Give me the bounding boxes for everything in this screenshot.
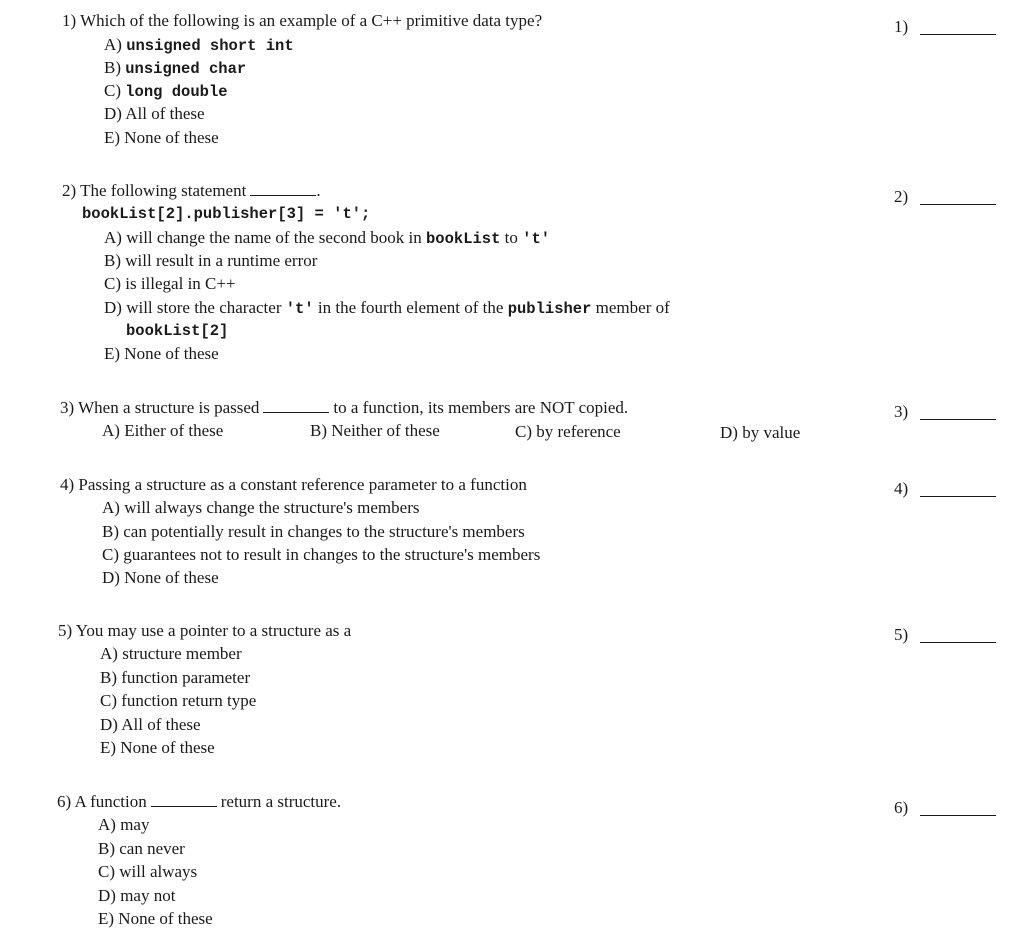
answer-label: 1) [894, 17, 909, 36]
option-b[interactable]: B) can never [98, 839, 185, 858]
answer-blank[interactable] [920, 815, 996, 816]
answer-label: 6) [894, 798, 909, 817]
answer-label: 4) [894, 479, 909, 498]
option-e[interactable]: E) None of these [104, 344, 219, 363]
question-text: Passing a structure as a constant reference parameter to a function [78, 475, 527, 494]
code-statement: bookList[2].publisher[3] = 't'; [82, 205, 371, 223]
option-d[interactable]: D) All of these [100, 715, 201, 734]
option-c[interactable]: C) by reference [515, 422, 621, 441]
option-a[interactable]: A) Either of these [102, 421, 224, 440]
fill-in-blank [263, 398, 329, 413]
question-stem: 6) A function return a structure. [57, 792, 342, 811]
question-number: 1) [62, 11, 77, 30]
question-stem: 2) The following statement . [62, 181, 321, 200]
question-text: You may use a pointer to a structure as a [75, 621, 352, 640]
question-stem [60, 474, 527, 496]
option-a[interactable]: A) will always change the structure's members [102, 498, 420, 517]
fill-in-blank [151, 792, 217, 807]
answer-label: 2) [894, 187, 909, 206]
answer-blank[interactable] [920, 642, 996, 643]
question-number: 2) [62, 181, 77, 200]
question-number: 4) [60, 475, 75, 494]
answer-label: 5) [894, 625, 909, 644]
option-e[interactable]: E) None of these [104, 128, 219, 147]
option-c[interactable]: C) function return type [100, 691, 257, 710]
option-b[interactable]: B) Neither of these [310, 421, 440, 440]
question-number: 6) [57, 792, 72, 811]
option-c[interactable]: C) is illegal in C++ [104, 274, 236, 293]
question-text: Which of the following is an example of a C++ primitive data type? [80, 11, 543, 30]
answer-blank[interactable] [920, 204, 996, 205]
option-c[interactable]: C) guarantees not to result in changes to the structure's members [102, 545, 541, 564]
question-stem [62, 10, 542, 32]
option-c[interactable]: C) will always [98, 862, 198, 881]
option-c[interactable]: C) long double [104, 81, 228, 101]
fill-in-blank [250, 181, 316, 196]
option-b[interactable]: B) will result in a runtime error [104, 251, 318, 270]
answer-label: 3) [894, 402, 909, 421]
option-d[interactable]: D) All of these [104, 104, 205, 123]
option-b[interactable]: B) can potentially result in changes to the structure's members [102, 522, 525, 541]
answer-blank[interactable] [920, 419, 996, 420]
option-d[interactable]: D) will store the character 't' in the fourth element of the publisher member of [104, 298, 670, 318]
question-number: 3) [60, 398, 75, 417]
question-number: 5) [58, 621, 73, 640]
option-d[interactable]: D) may not [98, 886, 176, 905]
option-d[interactable]: D) by value [720, 423, 801, 442]
option-b[interactable]: B) unsigned char [104, 58, 247, 78]
answer-blank[interactable] [920, 496, 996, 497]
question-stem [58, 620, 351, 642]
option-b[interactable]: B) function parameter [100, 668, 251, 687]
question-stem: 3) When a structure is passed to a function, its members are NOT copied. [60, 398, 629, 417]
option-e[interactable]: E) None of these [98, 909, 213, 928]
option-a[interactable]: A) structure member [100, 644, 242, 663]
option-d-continuation: bookList[2] [126, 322, 229, 340]
option-a[interactable]: A) will change the name of the second book in bookList to 't' [104, 228, 551, 248]
option-a[interactable]: A) unsigned short int [104, 35, 294, 55]
option-d[interactable]: D) None of these [102, 568, 219, 587]
option-a[interactable]: A) may [98, 815, 150, 834]
answer-blank[interactable] [920, 34, 996, 35]
option-e[interactable]: E) None of these [100, 738, 215, 757]
